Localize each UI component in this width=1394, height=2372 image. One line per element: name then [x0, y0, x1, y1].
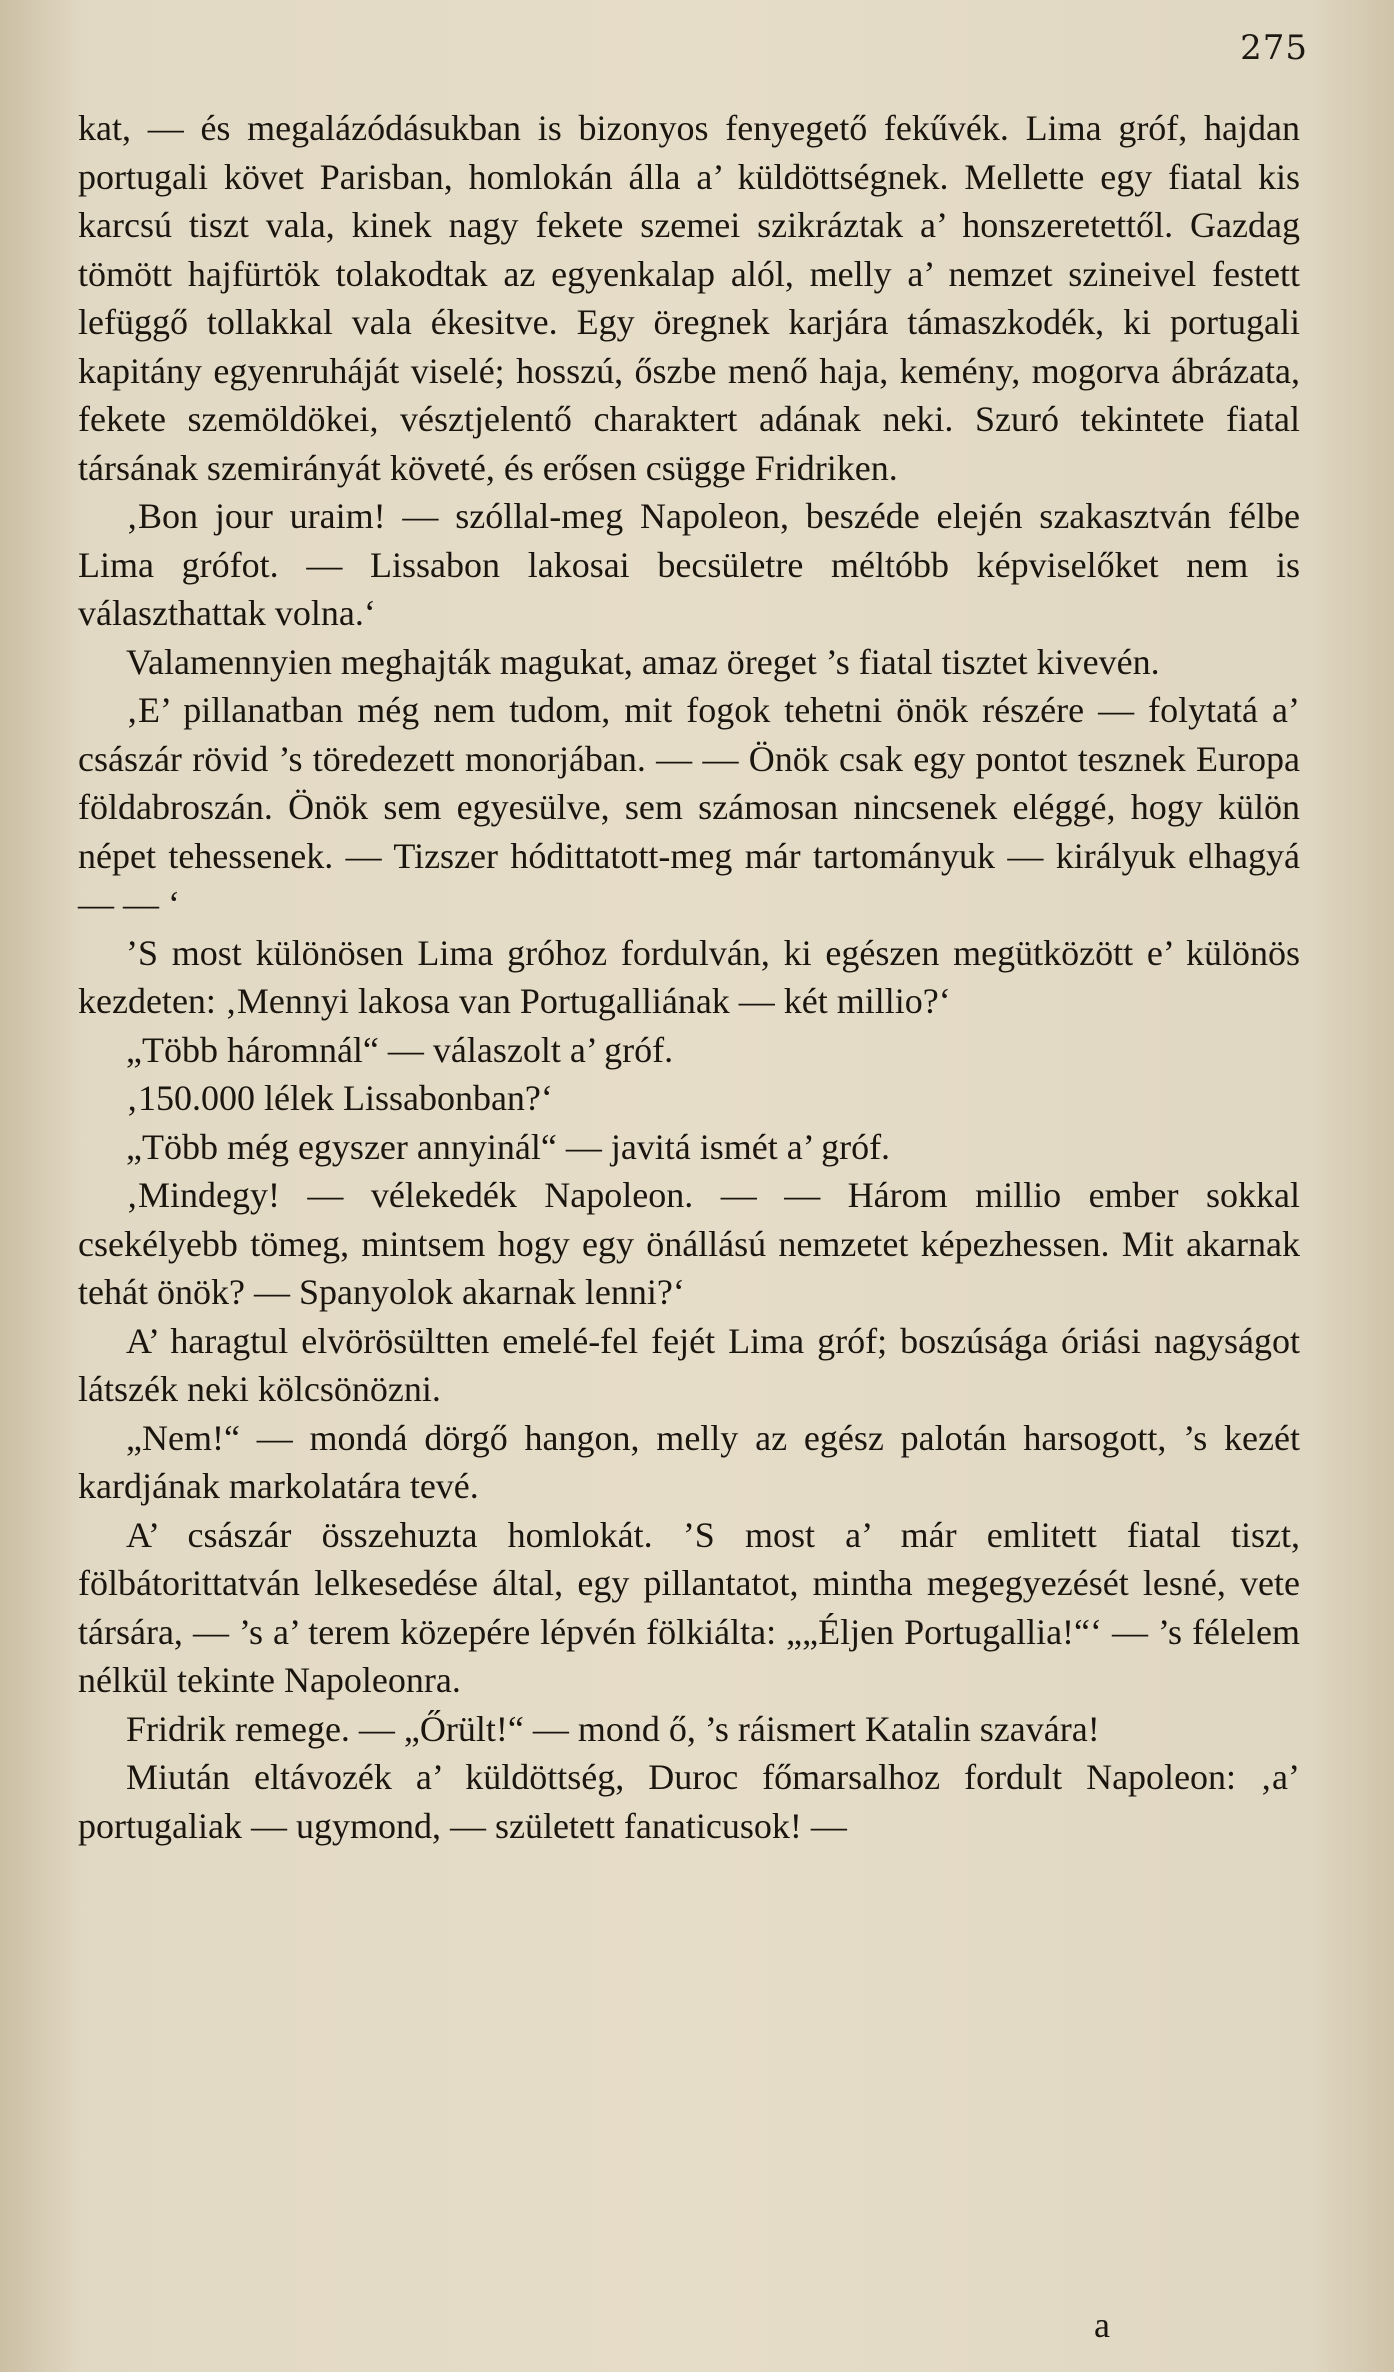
paragraph-9: ‚Mindegy! — vélekedék Napoleon. — — Három millio ember sokkal csekélyebb tömeg, mintsem hogy egy önállású nemzetet képezhessen. Mit akarnak tehát önök? — Spanyolok akarnak lenni?‘ — [78, 1175, 1300, 1312]
paragraph-12: A’ császár összehuzta homlokát. ’S most a’ már emlitett fiatal tiszt, fölbátorittatván lelkesedése által, egy pillantatot, mintha megegyezését lesné, vete társára, — ’s a’ terem közepére lépvén fölkiálta: „„Éljen Portugallia!“‘ — ’s félelem nélkül tekinte Napoleonra. — [78, 1514, 1300, 1700]
paragraph-14: Miután eltávozék a’ küldöttség, Duroc főmarsalhoz fordult Napoleon: ‚a’ portugaliak — ugymond, — született fanaticusok! — — [78, 1757, 1300, 1846]
paragraph-6: „Több háromnál“ — válaszolt a’ gróf. — [126, 1029, 674, 1070]
catchword: a — [1094, 2305, 1110, 2345]
paragraph-1: kat, — és megalázódásukban is bizonyos fenyegető fekűvék. Lima gróf, hajdan portugali követ Parisban, homlokán álla a’ küldöttségnek. Mellette egy fiatal kis karcsú tiszt vala, kinek nagy fekete szemei szikráztak a’ honszeretettől. Gazdag tömött hajfürtök tolakodtak az egyenkalap alól, melly a’ nemzet szineivel festett lefüggő tollakkal vala ékesitve. Egy öregnek karjára támaszkodék, ki portugali kapitány egyenruháját viselé; hosszú, őszbe menő haja, kemény, mogorva ábrázata, fekete szemöldökei, vésztjelentő charaktert adának neki. Szuró tekintete fiatal társának szemirányát követé, és erősen csügge Fridriken. — [78, 108, 1300, 488]
paragraph-4: ‚E’ pillanatban még nem tudom, mit fogok tehetni önök részére — folytatá a’ császár rövid ’s töredezett monorjában. — — Önök csak egy pontot tesznek Europa földabroszán. Önök sem egyesülve, sem számosan nincsenek eléggé, hogy külön népet tehessenek. — Tizszer hódittatott-meg már tartományuk — királyuk elhagyá — — ‘ — [78, 690, 1300, 924]
paragraph-11: „Nem!“ — mondá dörgő hangon, melly az egész palotán harsogott, ’s kezét kardjának markolatára tevé. — [78, 1417, 1300, 1506]
paragraph-13: Fridrik remege. — „Őrült!“ — mond ő, ’s ráismert Katalin szavára! — [126, 1708, 1100, 1749]
paragraph-8: „Több még egyszer annyinál“ — javitá ismét a’ gróf. — [126, 1126, 891, 1167]
paragraph-5: ’S most különösen Lima gróhoz fordulván, ki egészen megütközött e’ különös kezdeten: ‚Mennyi lakosa van Portugalliának — két millio?‘ — [78, 932, 1300, 1021]
paragraph-7: ‚150.000 lélek Lissabonban?‘ — [126, 1078, 553, 1118]
paragraph-3: Valamennyien meghajták magukat, amaz öreget ’s fiatal tisztet kivevén. — [126, 641, 1160, 682]
paragraph-10: A’ haragtul elvörösültten emelé-fel fejét Lima gróf; boszúsága óriási nagyságot látszék neki kölcsönözni. — [78, 1320, 1300, 1409]
page-number: 275 — [1240, 28, 1308, 68]
text-body — [78, 104, 1300, 1850]
paragraph-2: ‚Bon jour uraim! — szóllal-meg Napoleon, beszéde elején szakasztván félbe Lima grófot. — Lissabon lakosai becsületre méltóbb képviselőket nem is választhattak volna.‘ — [78, 496, 1300, 633]
